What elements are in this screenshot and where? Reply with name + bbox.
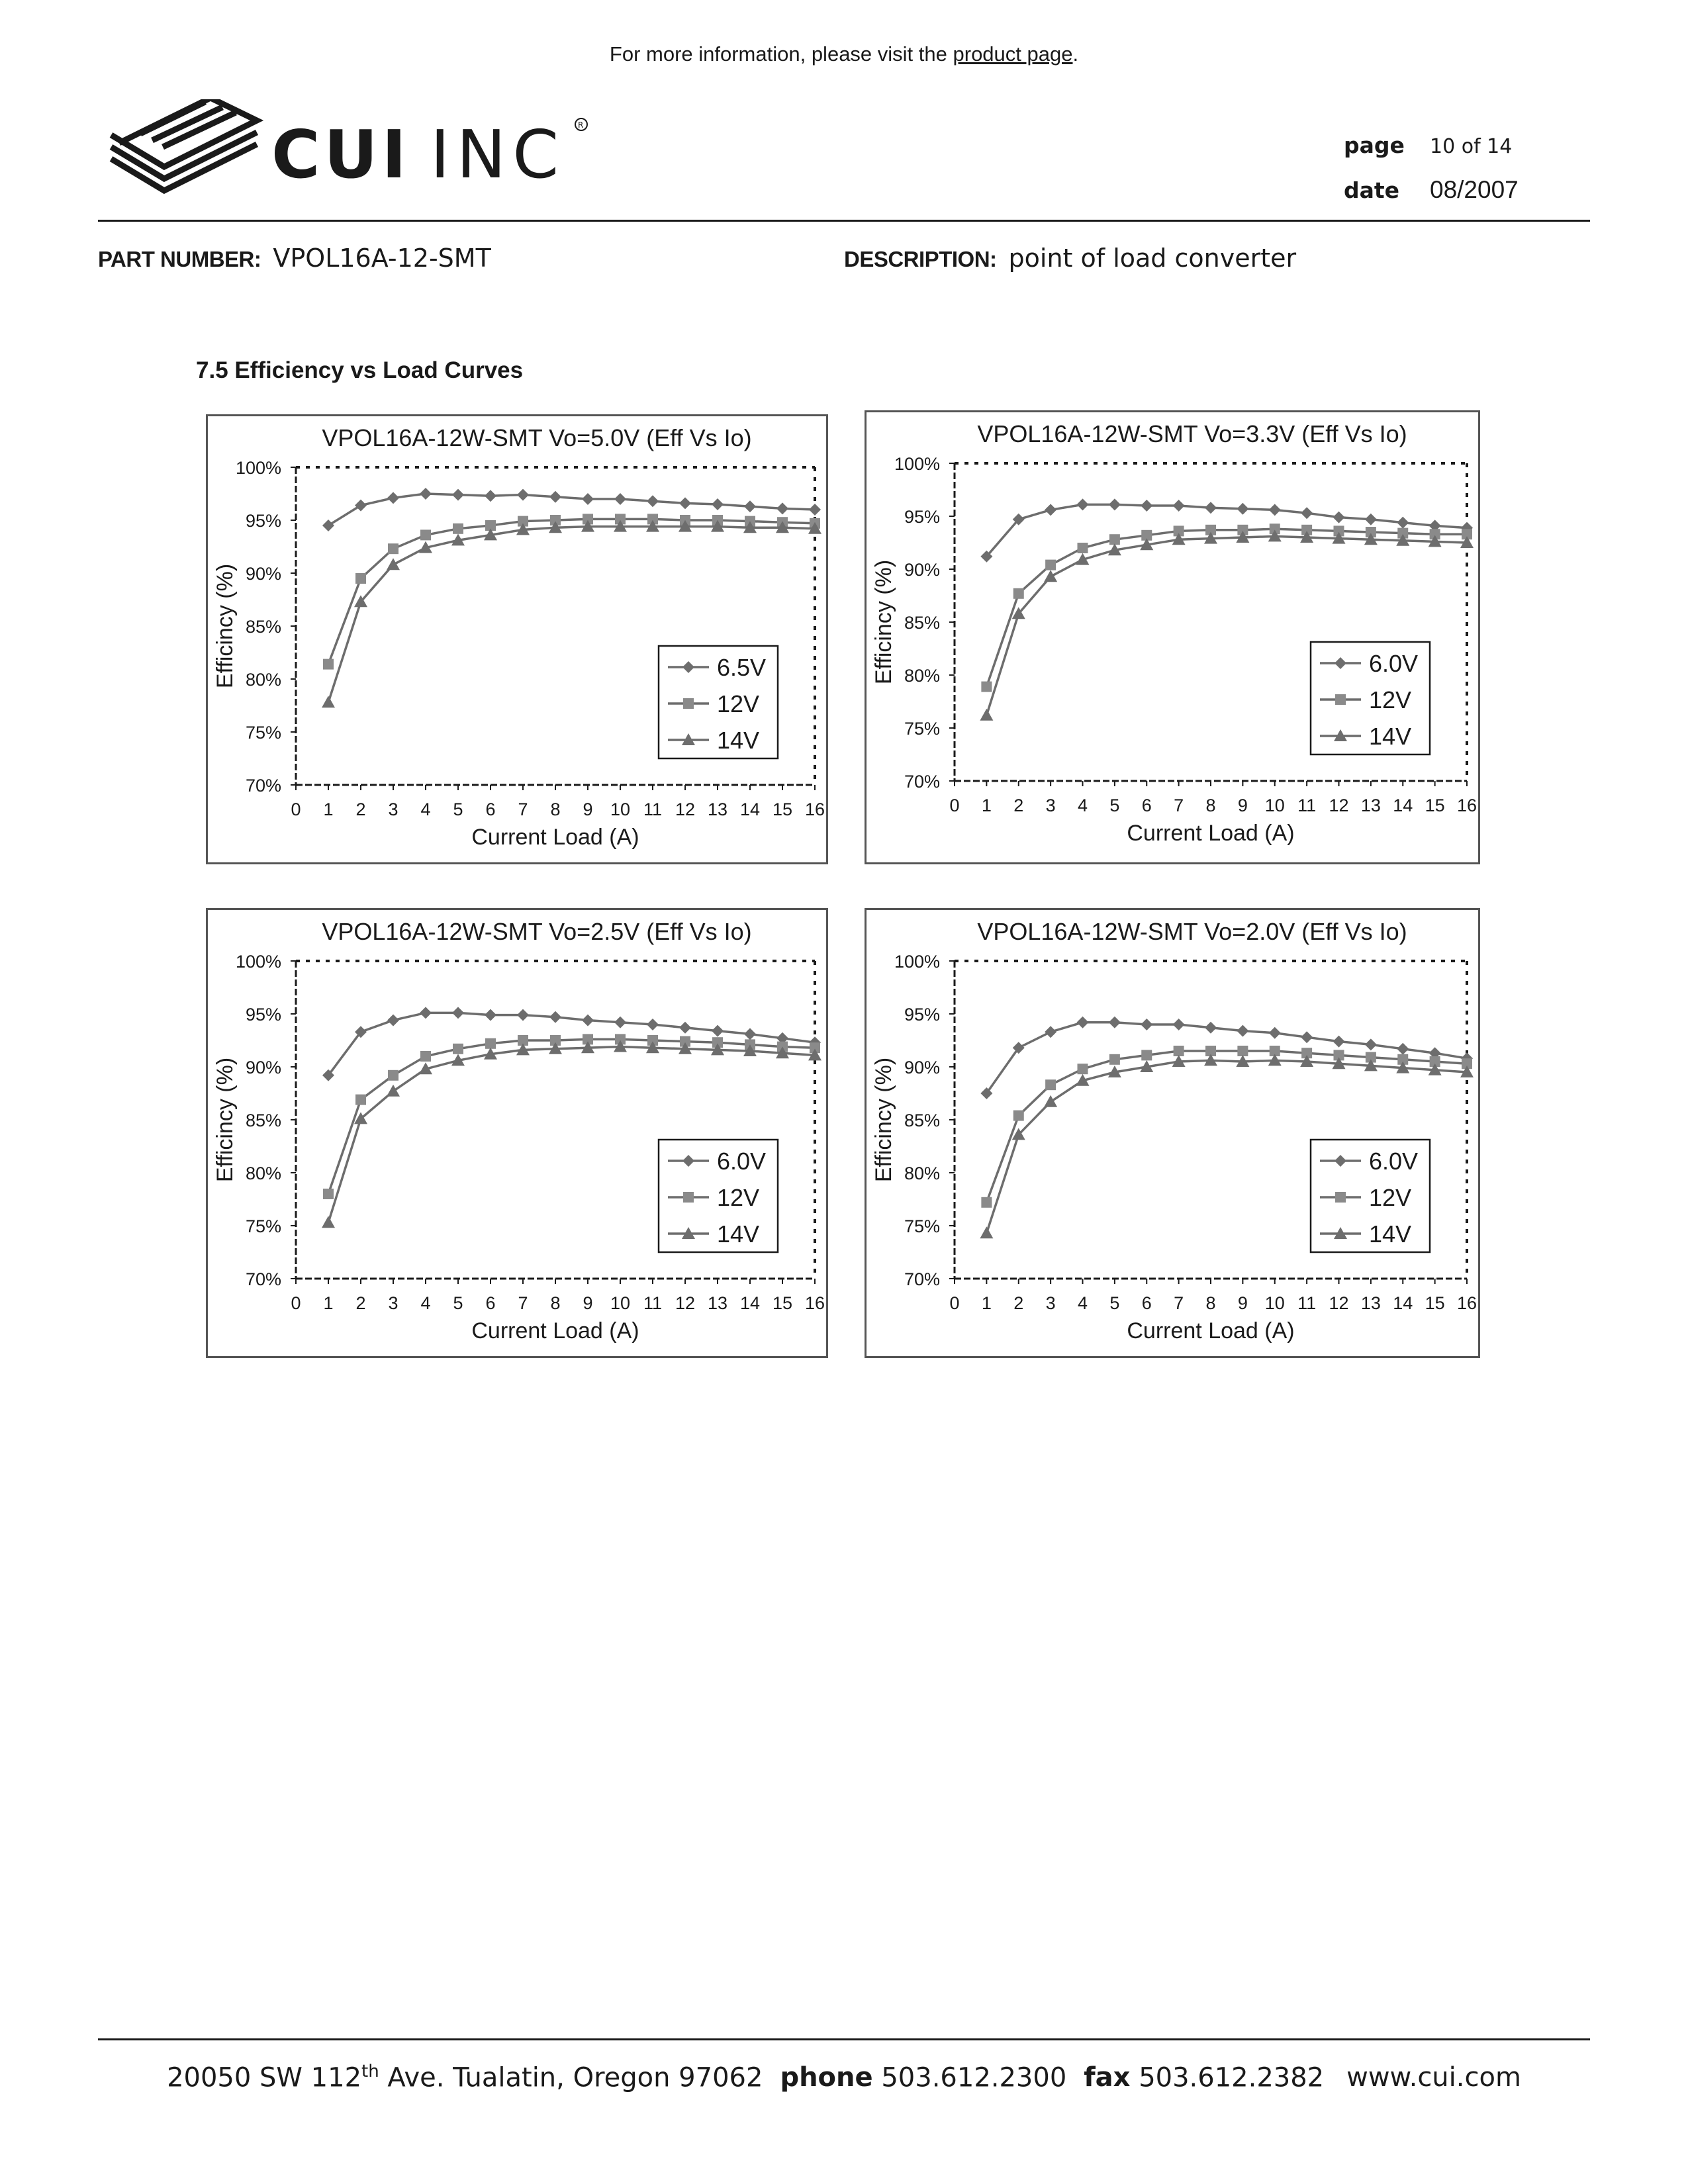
x-tick-label: 0 bbox=[949, 1293, 960, 1313]
y-tick-label: 100% bbox=[235, 952, 281, 972]
x-axis-label: Current Load (A) bbox=[471, 825, 639, 850]
x-tick-label: 14 bbox=[739, 1293, 761, 1313]
chart-title: VPOL16A-12W-SMT Vo=3.3V (Eff Vs Io) bbox=[977, 420, 1407, 447]
y-tick-label: 75% bbox=[904, 1216, 940, 1236]
x-tick-label: 8 bbox=[1205, 796, 1216, 815]
x-tick-label: 12 bbox=[1329, 1293, 1349, 1313]
y-tick-label: 70% bbox=[245, 1269, 281, 1289]
y-tick-label: 70% bbox=[904, 1269, 940, 1289]
x-axis-label: Current Load (A) bbox=[1127, 1318, 1295, 1343]
legend-label: 6.5V bbox=[717, 654, 767, 681]
y-tick-label: 95% bbox=[245, 1005, 281, 1024]
legend-label: 6.0V bbox=[717, 1148, 767, 1175]
x-tick-label: 3 bbox=[1045, 1293, 1056, 1313]
x-tick-label: 8 bbox=[550, 1293, 561, 1313]
y-tick-label: 80% bbox=[245, 1163, 281, 1183]
y-tick-label: 80% bbox=[904, 1163, 940, 1183]
legend-label: 14V bbox=[1369, 1220, 1412, 1248]
x-tick-label: 16 bbox=[1456, 796, 1477, 815]
data-point bbox=[1109, 534, 1120, 545]
part-number-label: PART NUMBER: bbox=[98, 247, 261, 271]
phone-label: phone bbox=[780, 2062, 873, 2093]
x-tick-label: 16 bbox=[804, 799, 825, 819]
legend-swatch-marker bbox=[683, 1192, 694, 1203]
y-tick-label: 85% bbox=[904, 613, 940, 633]
legend-swatch-marker bbox=[1335, 1192, 1346, 1203]
chart-frame bbox=[207, 909, 827, 1357]
y-tick-label: 90% bbox=[904, 560, 940, 580]
data-point bbox=[1045, 560, 1056, 570]
header-divider bbox=[98, 220, 1590, 222]
x-tick-label: 11 bbox=[643, 799, 663, 819]
y-tick-label: 100% bbox=[894, 454, 940, 474]
x-tick-label: 0 bbox=[949, 796, 960, 815]
data-point bbox=[355, 573, 366, 584]
x-axis-label: Current Load (A) bbox=[1127, 821, 1295, 846]
data-point bbox=[453, 523, 463, 534]
data-point bbox=[388, 1070, 399, 1081]
website-link[interactable]: www.cui.com bbox=[1346, 2062, 1521, 2093]
x-tick-label: 4 bbox=[420, 799, 431, 819]
y-tick-label: 90% bbox=[245, 564, 281, 584]
cui-inc-logo bbox=[106, 99, 609, 205]
chart-legend bbox=[659, 646, 778, 758]
chart-vo-2-0v bbox=[865, 908, 1480, 1358]
date-label: date bbox=[1344, 177, 1400, 203]
chart-frame bbox=[207, 416, 827, 864]
x-tick-label: 9 bbox=[583, 799, 593, 819]
description-value: point of load converter bbox=[1008, 244, 1297, 273]
legend-label: 12V bbox=[1369, 1184, 1412, 1211]
y-tick-label: 80% bbox=[904, 666, 940, 686]
y-tick-label: 85% bbox=[245, 1111, 281, 1130]
page-value: 10 of 14 bbox=[1430, 135, 1513, 158]
chart-legend bbox=[659, 1140, 778, 1252]
data-point bbox=[1237, 1046, 1248, 1056]
legend-label: 6.0V bbox=[1369, 1148, 1419, 1175]
x-tick-label: 5 bbox=[453, 799, 463, 819]
y-tick-label: 95% bbox=[904, 507, 940, 527]
chart-vo-3-3v bbox=[865, 410, 1480, 864]
fax-label: fax bbox=[1084, 2062, 1131, 2093]
x-tick-label: 0 bbox=[291, 799, 301, 819]
x-tick-label: 1 bbox=[323, 799, 334, 819]
y-tick-label: 75% bbox=[245, 723, 281, 743]
chart-vo-5v bbox=[206, 414, 828, 864]
legend-label: 12V bbox=[717, 1184, 760, 1211]
data-point bbox=[981, 1197, 992, 1208]
data-point bbox=[1013, 588, 1024, 599]
footer-contact bbox=[0, 2062, 1688, 2093]
x-tick-label: 4 bbox=[420, 1293, 431, 1313]
product-page-link[interactable]: product page bbox=[953, 42, 1073, 66]
x-tick-label: 3 bbox=[388, 1293, 399, 1313]
x-tick-label: 5 bbox=[1109, 1293, 1120, 1313]
part-number-value: VPOL16A-12-SMT bbox=[273, 244, 491, 273]
legend-label: 6.0V bbox=[1369, 650, 1419, 677]
x-tick-label: 5 bbox=[453, 1293, 463, 1313]
chart-title: VPOL16A-12W-SMT Vo=2.5V (Eff Vs Io) bbox=[322, 918, 752, 945]
product-page-note bbox=[0, 42, 1688, 66]
data-point bbox=[355, 1095, 366, 1105]
x-tick-label: 2 bbox=[1013, 796, 1024, 815]
data-point bbox=[388, 543, 399, 554]
x-tick-label: 12 bbox=[675, 799, 696, 819]
svg-text:R: R bbox=[578, 120, 584, 130]
y-axis-label: Efficincy (%) bbox=[871, 559, 896, 685]
data-point bbox=[1141, 1050, 1152, 1060]
data-point bbox=[1013, 1111, 1024, 1121]
x-tick-label: 3 bbox=[1045, 796, 1056, 815]
y-axis-label: Efficincy (%) bbox=[212, 1057, 238, 1183]
x-tick-label: 15 bbox=[772, 1293, 793, 1313]
svg-text:CUI: CUI bbox=[271, 116, 410, 193]
svg-text:INC: INC bbox=[430, 116, 566, 193]
chart-legend bbox=[1311, 1140, 1430, 1252]
x-tick-label: 6 bbox=[485, 799, 496, 819]
x-tick-label: 15 bbox=[1425, 1293, 1445, 1313]
y-tick-label: 70% bbox=[245, 776, 281, 796]
x-tick-label: 9 bbox=[1237, 1293, 1248, 1313]
y-tick-label: 95% bbox=[904, 1005, 940, 1024]
description-label: DESCRIPTION: bbox=[844, 247, 997, 271]
x-tick-label: 9 bbox=[1237, 796, 1248, 815]
chart-frame bbox=[866, 909, 1479, 1357]
x-tick-label: 4 bbox=[1077, 796, 1088, 815]
x-tick-label: 15 bbox=[772, 799, 793, 819]
x-axis-label: Current Load (A) bbox=[471, 1318, 639, 1343]
x-tick-label: 10 bbox=[1264, 1293, 1285, 1313]
chart-legend bbox=[1311, 642, 1430, 754]
chart-vo-2-5v bbox=[206, 908, 828, 1358]
x-tick-label: 1 bbox=[981, 796, 992, 815]
x-tick-label: 13 bbox=[1360, 1293, 1381, 1313]
y-tick-label: 90% bbox=[904, 1058, 940, 1077]
legend-label: 12V bbox=[717, 690, 760, 717]
x-tick-label: 2 bbox=[1013, 1293, 1024, 1313]
x-tick-label: 7 bbox=[1174, 1293, 1184, 1313]
fax-value: 503.612.2382 bbox=[1139, 2062, 1325, 2093]
data-point bbox=[1078, 1064, 1088, 1074]
x-tick-label: 8 bbox=[1205, 1293, 1216, 1313]
data-point bbox=[323, 659, 334, 670]
x-tick-label: 11 bbox=[1297, 1293, 1317, 1313]
logo-mark-icon bbox=[111, 99, 257, 191]
data-point bbox=[981, 682, 992, 692]
legend-swatch-marker bbox=[683, 698, 694, 709]
x-tick-label: 6 bbox=[1141, 796, 1152, 815]
data-point bbox=[1078, 543, 1088, 553]
x-tick-label: 1 bbox=[981, 1293, 992, 1313]
x-tick-label: 7 bbox=[518, 799, 528, 819]
x-tick-label: 12 bbox=[675, 1293, 696, 1313]
address-street: 20050 SW 112 bbox=[167, 2062, 362, 2093]
y-tick-label: 75% bbox=[245, 1216, 281, 1236]
x-tick-label: 13 bbox=[707, 799, 728, 819]
data-point bbox=[1045, 1079, 1056, 1090]
chart-title: VPOL16A-12W-SMT Vo=5.0V (Eff Vs Io) bbox=[322, 424, 752, 451]
address-city: Ave. Tualatin, Oregon 97062 bbox=[379, 2062, 763, 2093]
x-tick-label: 14 bbox=[1393, 1293, 1413, 1313]
y-tick-label: 70% bbox=[904, 772, 940, 792]
y-tick-label: 75% bbox=[904, 719, 940, 739]
x-tick-label: 12 bbox=[1329, 796, 1349, 815]
x-tick-label: 14 bbox=[1393, 796, 1413, 815]
date-value: 08/2007 bbox=[1430, 176, 1519, 203]
data-point bbox=[453, 1044, 463, 1054]
x-tick-label: 7 bbox=[518, 1293, 528, 1313]
page-label: page bbox=[1344, 132, 1405, 158]
y-tick-label: 85% bbox=[904, 1111, 940, 1130]
x-tick-label: 3 bbox=[388, 799, 399, 819]
y-tick-label: 90% bbox=[245, 1058, 281, 1077]
x-tick-label: 9 bbox=[583, 1293, 593, 1313]
data-point bbox=[420, 529, 431, 540]
y-axis-label: Efficincy (%) bbox=[871, 1057, 896, 1183]
data-point bbox=[420, 1051, 431, 1062]
legend-label: 14V bbox=[1369, 723, 1412, 750]
x-tick-label: 13 bbox=[1360, 796, 1381, 815]
x-tick-label: 4 bbox=[1077, 1293, 1088, 1313]
y-tick-label: 95% bbox=[245, 511, 281, 531]
address-sup: th bbox=[361, 2062, 379, 2081]
data-point bbox=[1109, 1054, 1120, 1065]
data-point bbox=[1174, 1046, 1184, 1056]
y-tick-label: 100% bbox=[894, 952, 940, 972]
footer-divider bbox=[98, 2038, 1590, 2040]
x-tick-label: 16 bbox=[1456, 1293, 1477, 1313]
chart-title: VPOL16A-12W-SMT Vo=2.0V (Eff Vs Io) bbox=[977, 918, 1407, 945]
data-point bbox=[323, 1189, 334, 1199]
x-tick-label: 11 bbox=[643, 1293, 663, 1313]
x-tick-label: 10 bbox=[610, 1293, 631, 1313]
x-tick-label: 10 bbox=[610, 799, 631, 819]
x-tick-label: 6 bbox=[485, 1293, 496, 1313]
x-tick-label: 5 bbox=[1109, 796, 1120, 815]
page-meta bbox=[1344, 132, 1519, 220]
x-tick-label: 2 bbox=[355, 1293, 366, 1313]
note-suffix: . bbox=[1072, 42, 1079, 66]
x-tick-label: 15 bbox=[1425, 796, 1445, 815]
x-tick-label: 11 bbox=[1297, 796, 1317, 815]
x-tick-label: 2 bbox=[355, 799, 366, 819]
legend-label: 14V bbox=[717, 727, 760, 754]
note-prefix: For more information, please visit the bbox=[609, 42, 953, 66]
part-number bbox=[98, 244, 491, 273]
x-tick-label: 14 bbox=[739, 799, 761, 819]
y-axis-label: Efficincy (%) bbox=[212, 563, 238, 689]
legend-label: 14V bbox=[717, 1220, 760, 1248]
y-tick-label: 80% bbox=[245, 670, 281, 690]
section-title: 7.5 Efficiency vs Load Curves bbox=[196, 357, 524, 383]
y-tick-label: 85% bbox=[245, 617, 281, 637]
x-tick-label: 8 bbox=[550, 799, 561, 819]
legend-swatch-marker bbox=[1335, 694, 1346, 705]
x-tick-label: 1 bbox=[323, 1293, 334, 1313]
x-tick-label: 13 bbox=[707, 1293, 728, 1313]
x-tick-label: 6 bbox=[1141, 1293, 1152, 1313]
legend-label: 12V bbox=[1369, 686, 1412, 713]
x-tick-label: 0 bbox=[291, 1293, 301, 1313]
y-tick-label: 100% bbox=[235, 458, 281, 478]
phone-value: 503.612.2300 bbox=[881, 2062, 1067, 2093]
x-tick-label: 16 bbox=[804, 1293, 825, 1313]
x-tick-label: 7 bbox=[1174, 796, 1184, 815]
data-point bbox=[485, 1038, 496, 1049]
description bbox=[844, 244, 1296, 273]
x-tick-label: 10 bbox=[1264, 796, 1285, 815]
